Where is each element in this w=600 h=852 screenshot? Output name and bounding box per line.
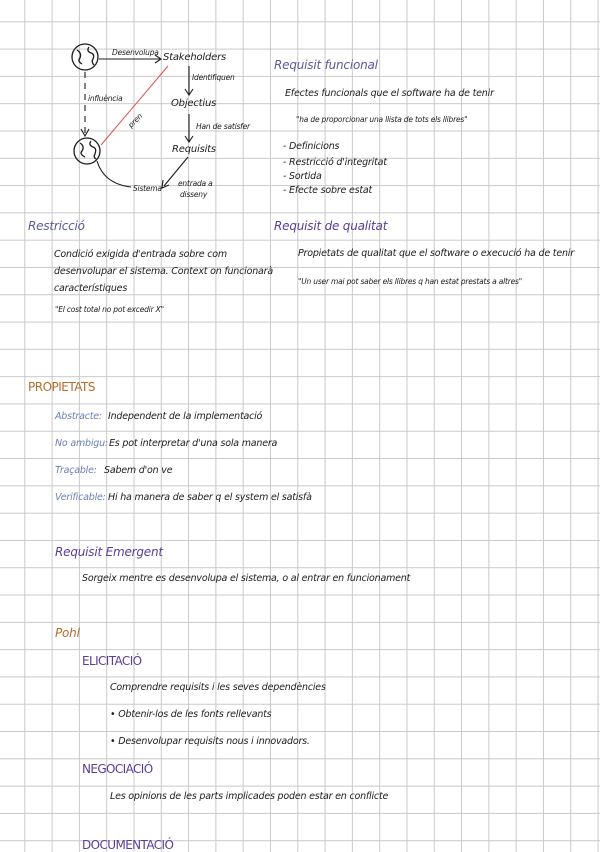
diagram-label-han-de-satisfer: Han de satisfer <box>196 122 250 131</box>
propietat-def: Es pot interpretar d'una sola manera <box>109 438 278 449</box>
requisit-funcional-item: - Efecte sobre estat <box>283 185 373 196</box>
diagram-label-influencia: influència <box>88 94 123 103</box>
heading-requisit-qualitat: Requisit de qualitat <box>274 219 388 233</box>
diagram-label-pren: pren <box>126 111 145 130</box>
diagram-label-desenvolupa: Desenvolupa <box>112 48 159 57</box>
elicitacio-line: • Obtenir-los de les fonts rellevants <box>110 709 272 720</box>
elicitacio-line: Comprendre requisits i les seves dependències <box>110 682 326 693</box>
propietat-term: Verificable: <box>55 492 106 503</box>
diagram-node-requisits: Requisits <box>172 144 216 155</box>
diagram-label-identifiquen: Identifiquen <box>192 73 235 82</box>
heading-elicitacio: ELICITACIÓ <box>82 654 142 668</box>
diagram-node-objectius: Objectius <box>171 98 217 109</box>
diagram-label-disseny: disseny <box>180 190 208 199</box>
globe-icon <box>74 138 100 164</box>
propietat-def: Hi ha manera de saber q el system el satisfà <box>108 492 312 503</box>
propietat-term: No ambigu: <box>55 438 108 449</box>
requisit-qualitat-desc: Propietats de qualitat que el software o execució ha de tenir <box>298 248 574 259</box>
diagram-node-stakeholders: Stakeholders <box>163 52 226 63</box>
propietat-def: Sabem d'on ve <box>104 465 173 476</box>
negociacio-desc: Les opinions de les parts implicades poden estar en conflicte <box>110 791 389 802</box>
heading-documentacio: DOCUMENTACIÓ <box>82 838 174 852</box>
heading-requisit-emergent: Requisit Emergent <box>55 545 163 559</box>
propietat-term: Abstracte: <box>55 411 102 422</box>
propietat-term: Traçable: <box>55 465 97 476</box>
propietat-def: Independent de la implementació <box>108 411 263 422</box>
requisit-funcional-item: - Sortida <box>283 171 322 182</box>
diagram-label-entrada-a: entrada a <box>178 179 213 188</box>
requisit-emergent-desc: Sorgeix mentre es desenvolupa el sistema, o al entrar en funcionament <box>82 573 411 584</box>
diagram-node-sistema: Sistema <box>133 184 162 193</box>
restriccio-line: característiques <box>54 283 128 294</box>
requisit-qualitat-example: "Un user mai pot saber els llibres q han estat prestats a altres" <box>298 277 523 286</box>
elicitacio-line: • Desenvolupar requisits nous i innovadors. <box>110 736 310 747</box>
requisit-funcional-example: "ha de proporcionar una llista de tots els llibres" <box>296 115 468 124</box>
heading-requisit-funcional: Requisit funcional <box>274 58 378 72</box>
restriccio-line: Condició exigida d'entrada sobre com <box>54 249 227 260</box>
requisit-funcional-item: - Restricció d'integritat <box>283 157 387 168</box>
globe-icon <box>72 44 98 70</box>
restriccio-example: "El cost total no pot excedir X" <box>55 305 164 314</box>
heading-propietats: PROPIETATS <box>28 380 95 394</box>
heading-pohl: Pohl <box>55 626 80 640</box>
requisit-funcional-item: - Definicions <box>283 141 340 152</box>
restriccio-line: desenvolupar el sistema. Context on funcionarà <box>54 266 273 277</box>
heading-restriccio: Restricció <box>28 219 85 233</box>
requisit-funcional-desc: Efectes funcionals que el software ha de tenir <box>285 88 494 99</box>
heading-negociacio: NEGOCIACIÓ <box>82 762 153 776</box>
